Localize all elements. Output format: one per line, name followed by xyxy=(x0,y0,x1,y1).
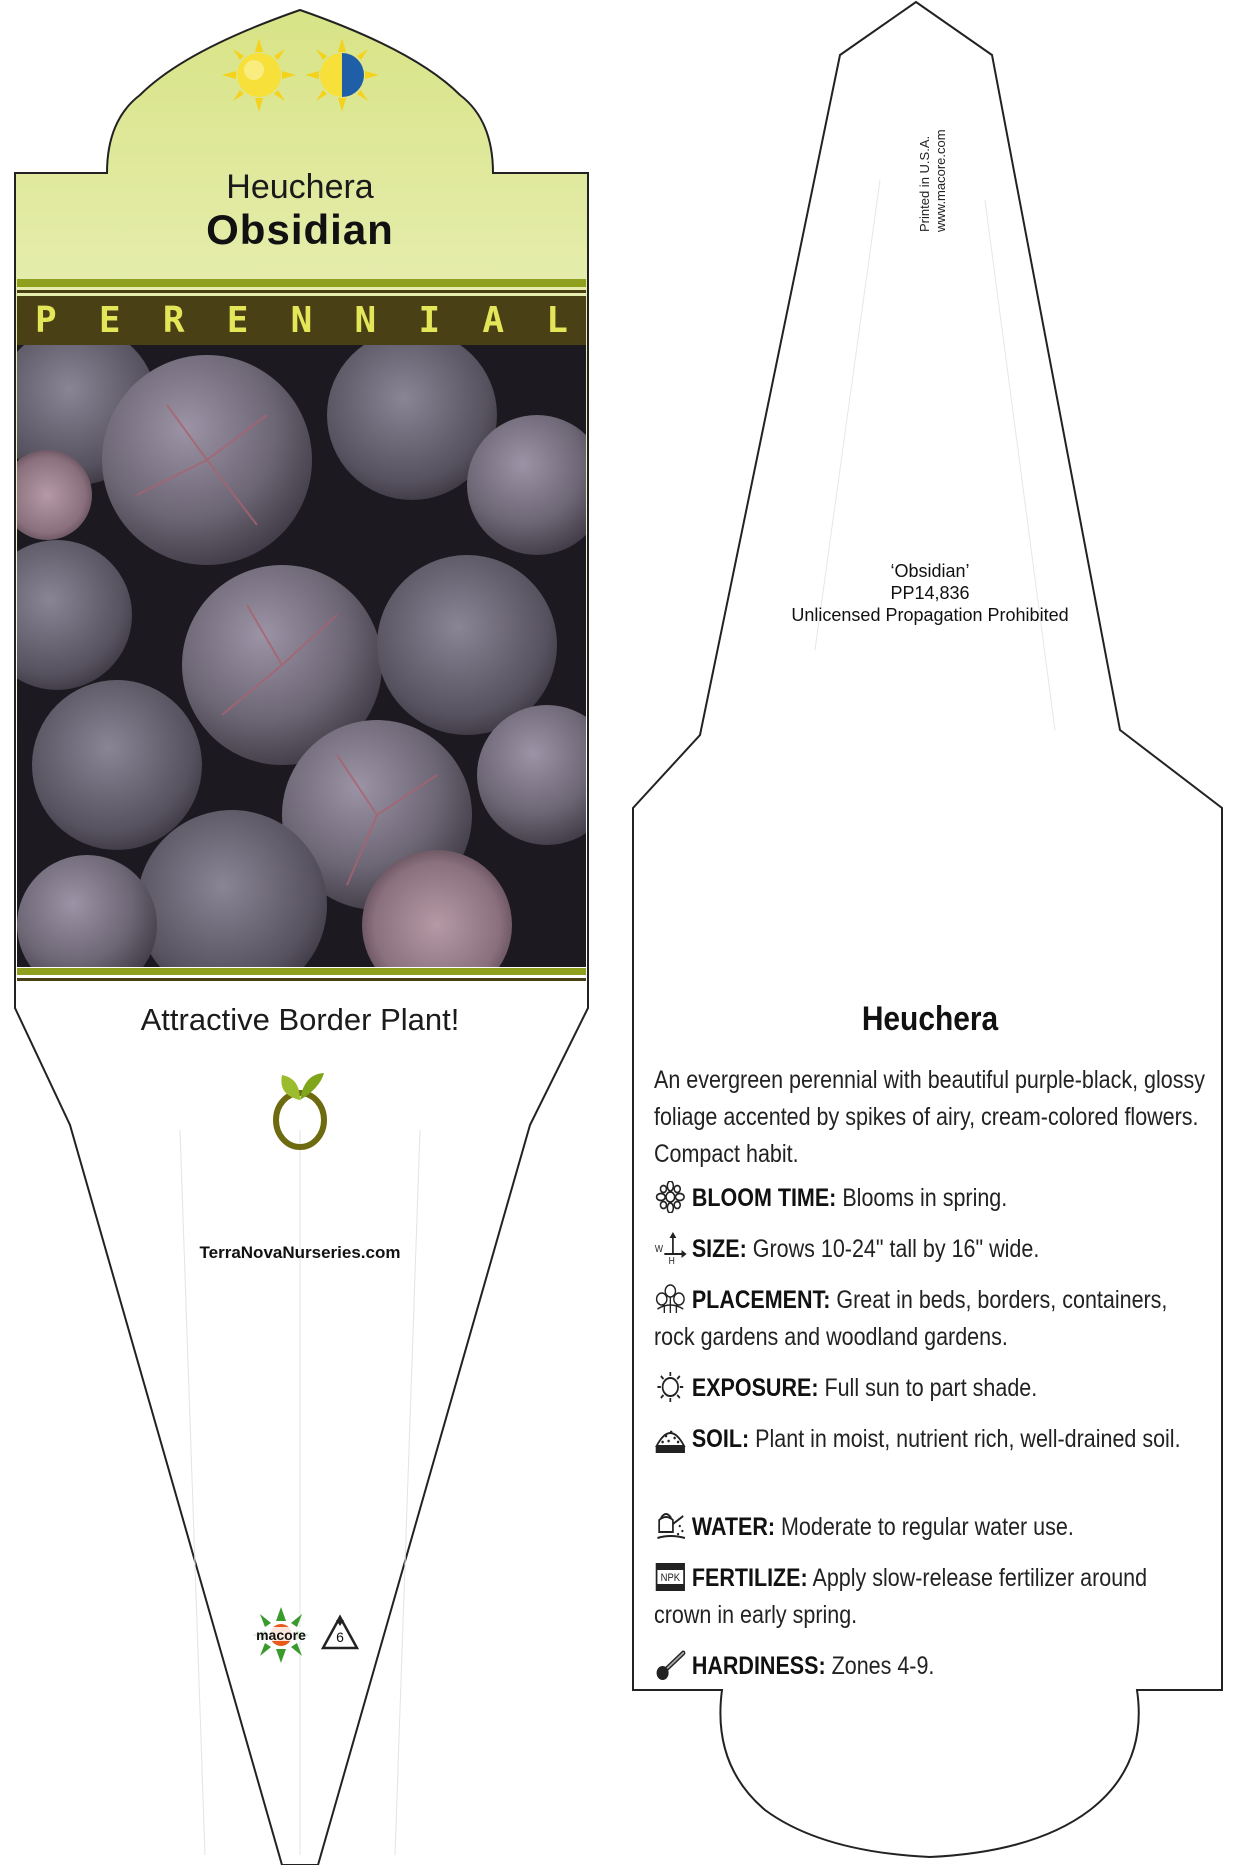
npk-fertilizer-icon xyxy=(654,1561,687,1593)
patent-name: ‘Obsidian’ xyxy=(890,561,970,581)
banner-letter: L xyxy=(546,300,568,341)
care-label: HARDINESS: xyxy=(691,1652,826,1680)
care-label: FERTILIZE: xyxy=(691,1564,808,1592)
plant-title: Heuchera xyxy=(861,1000,999,1038)
placement-plants-icon xyxy=(654,1283,687,1315)
care-label: EXPOSURE: xyxy=(691,1374,819,1402)
care-row-size xyxy=(654,1231,1204,1268)
banner-letter: N xyxy=(290,300,313,341)
care-label: WATER: xyxy=(691,1513,776,1541)
common-name: Heuchera xyxy=(226,168,374,206)
tagline: Attractive Border Plant! xyxy=(140,1002,460,1037)
size-arrows-icon xyxy=(654,1232,687,1264)
care-row-bloom xyxy=(654,1180,1204,1217)
part-sun-icon xyxy=(305,38,379,112)
care-label: BLOOM TIME: xyxy=(691,1184,837,1212)
care-row-hardiness xyxy=(654,1648,1204,1685)
patent-notice: Unlicensed Propagation Prohibited xyxy=(791,605,1069,625)
care-row-soil xyxy=(654,1421,1204,1458)
care-text: Full sun to part shade. xyxy=(824,1374,1038,1402)
care-text: Great in beds, borders, containers, rock gardens and woodland gardens. xyxy=(654,1286,1168,1351)
soil-pile-icon xyxy=(654,1422,687,1454)
banner-letter: A xyxy=(482,300,505,341)
watering-can-icon xyxy=(654,1510,687,1542)
care-text: Zones 4-9. xyxy=(831,1652,935,1680)
printed-line: Printed in U.S.A. xyxy=(917,135,932,232)
recycle-code: 6 xyxy=(336,1629,344,1645)
banner-letter: E xyxy=(98,300,121,341)
banner-letter: P xyxy=(35,300,57,341)
full-sun-icon xyxy=(222,38,296,112)
patent-info xyxy=(740,560,1120,626)
variety-name: Obsidian xyxy=(206,206,394,253)
care-text: Apply slow-release fertilizer around crown in early spring. xyxy=(654,1564,1148,1629)
banner-letter: R xyxy=(162,300,185,341)
sun-outline-icon xyxy=(654,1371,687,1403)
size-w-letter: W xyxy=(654,1243,663,1255)
banner-letter: E xyxy=(226,300,249,341)
thermometer-icon xyxy=(654,1649,687,1681)
care-label: PLACEMENT: xyxy=(691,1286,831,1314)
printed-url: www.macore.com xyxy=(933,129,948,232)
patent-number: PP14,836 xyxy=(890,583,970,603)
printed-info xyxy=(905,98,948,238)
plant-photo xyxy=(17,345,586,967)
plant-description: An evergreen perennial with beautiful purple-black, glossy foliage accented by spikes of airy, cream-colored flowers. Compact habit. xyxy=(654,1066,1205,1168)
recycle-icon xyxy=(320,1614,360,1652)
care-text: Moderate to regular water use. xyxy=(781,1513,1074,1541)
care-text: Blooms in spring. xyxy=(842,1184,1008,1212)
care-row-exposure xyxy=(654,1370,1204,1407)
sprout-logo-icon xyxy=(268,1070,332,1150)
macore-text: macore xyxy=(256,1627,306,1643)
care-row-water xyxy=(654,1509,1204,1546)
care-text: Plant in moist, nutrient rich, well-drained soil. xyxy=(755,1425,1181,1453)
banner-letter: I xyxy=(418,300,441,341)
perennial-banner xyxy=(17,296,586,345)
macore-logo xyxy=(246,1605,316,1665)
flower-icon xyxy=(654,1181,687,1213)
care-row-placement xyxy=(654,1282,1204,1356)
npk-text: NPK xyxy=(660,1572,681,1585)
banner-letter: N xyxy=(354,300,377,341)
care-label: SIZE: xyxy=(691,1235,747,1263)
website-link[interactable]: TerraNovaNurseries.com xyxy=(199,1243,401,1262)
care-text: Grows 10-24" tall by 16" wide. xyxy=(752,1235,1040,1263)
care-label: SOIL: xyxy=(691,1425,750,1453)
size-h-letter: H xyxy=(668,1255,675,1264)
care-row-fertilize xyxy=(654,1560,1204,1634)
